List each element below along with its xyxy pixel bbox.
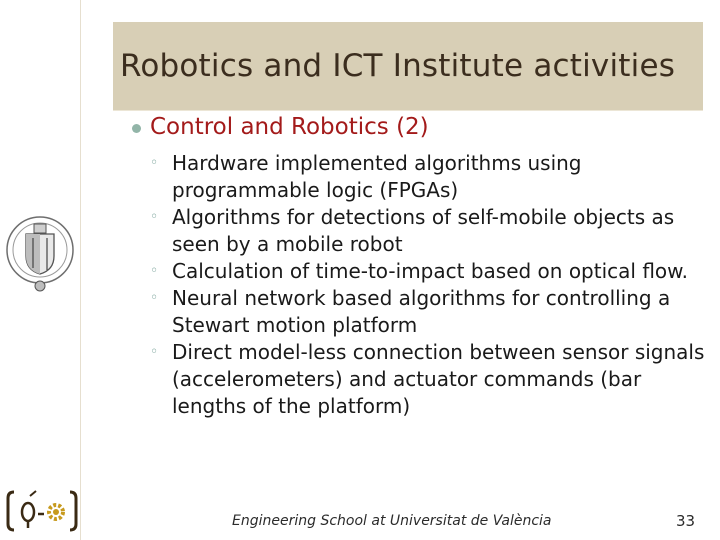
sub-bullet-list [146,150,706,420]
list-item-text: Neural network based algorithms for controlling a Stewart motion platform [172,286,671,337]
institute-logo-icon [4,486,80,540]
sub-bullet-icon: ◦ [150,209,159,225]
level1-bullet-icon [132,124,141,133]
slide-title: Robotics and ICT Institute activities [120,48,676,84]
list-item [146,204,706,258]
sub-bullet-icon: ◦ [150,263,159,279]
sub-bullet-icon: ◦ [150,344,159,360]
university-crest-icon [4,200,76,304]
sub-bullet-icon: ◦ [150,290,159,306]
list-item-text: Algorithms for detections of self-mobile objects as seen by a mobile robot [172,205,675,256]
list-item [146,339,706,420]
title-divider [113,110,703,111]
list-item [146,285,706,339]
page-number: 33 [676,512,696,530]
list-item [146,150,706,204]
sub-bullet-icon: ◦ [150,155,159,171]
list-item-text: Hardware implemented algorithms using programmable logic (FPGAs) [172,151,582,202]
list-item-text: Direct model-less connection between sensor signals (accelerometers) and actuator commands (bar lengths of the platform) [172,340,705,418]
footer-text: Engineering School at Universitat de València [232,513,552,529]
list-item [146,258,706,285]
level1-heading: Control and Robotics (2) [150,114,429,140]
list-item-text: Calculation of time-to-impact based on optical flow. [172,259,689,283]
